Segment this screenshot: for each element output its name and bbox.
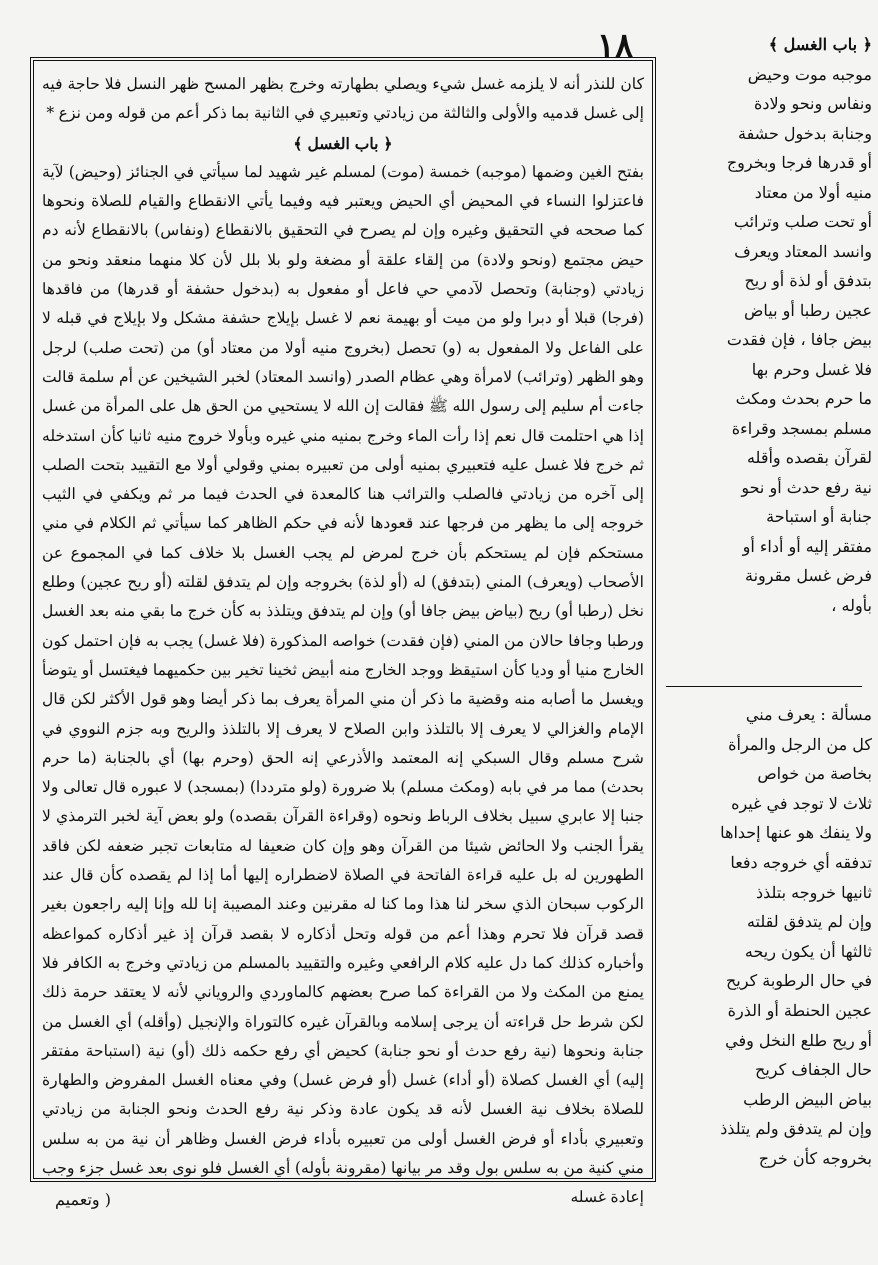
margin-note-line: بخروجه كأن خرج xyxy=(758,1148,872,1168)
margin-divider xyxy=(666,686,862,687)
margin-line: أو قدرها فرجا وبخروج xyxy=(726,153,872,172)
margin-line: بأوله ، xyxy=(831,595,872,615)
margin-matn-text xyxy=(666,30,872,620)
margin-line: بيض جافا ، فإن فقدت xyxy=(726,330,872,349)
main-paragraph-body: بفتح الغين وضمها (موجبه) خمسة (موت) لمسلم غير شهيد لما سيأتي في الجنائز (وحيض) لآية فاعتزلوا النساء في المحيض أي الحيض ويعتبر فيه وفيما يأتي الانقطاع والقيام للصلاة ونحوها كما صححه في التحقيق وغيره وإن لم يصرح في التحقيق بالانقطاع (ونفاس) بالانقطاع لأنه دم حيض مجتمع (ونحو ولادة) من إلقاء علقة أو مضغة ولو بلا بلل لأن كلا منهما منعقد ونحو من زيادتي (وجنابة) وتحصل لآدمي حي فاعل أو مفعول به (بدخول حشفة أو قدرها) من فاقدها (فرجا) قبلا أو دبرا ولو من ميت أو بهيمة نعم لا غسل بإيلاج حشفة مشكل ولا بإيلاج في قبله لا على الفاعل ولا المفعول به (و) تحصل (بخروج منيه أولا من معتاد أو) من (تحت صلب) لرجل وهو الظهر (وترائب) لامرأة وهي عظام الصدر (وانسد المعتاد) لخبر الشيخين عن أم سلمة قالت جاءت أم سليم إلى رسول الله ﷺ فقالت إن الله لا يستحيي من الحق هل على المرأة من غسل إذا هي احتلمت قال نعم إذا رأت الماء وخرج بمنيه مني غيره وبأولا خروج منيه ثانيا كأن استدخله ثم خرج فلا غسل عليه فتعبيري بمنيه أولى من تعبيره بمني وقولي أولا مع التقييد بتحت الصلب إلى آخره من زيادتي فالصلب والترائب هنا كالمعدة في الحدث فيما مر ثم ويكفي في الثيب خروجه إلى ما يظهر من فرجها عند قعودها لأنه في حكم الظاهر كما سيأتي ثم الكلام في مني مستحكم فإن لم يستحكم بأن خرج لمرض لم يجب الغسل بلا خلاف كما في المجموع عن الأصحاب (ويعرف) المني (بتدفق) له (أو لذة) بخروجه وإن لم يتدفق لقلته (أو ريح عجين) وطلع نخل (رطبا أو) ريح (بياض بيض جافا أو) وإن لم يتدفق ويتلذذ به كأن خرج ما بقي منه بعد الغسل ورطبا وجافا حالان من المني (فإن فقدت) خواصه المذكورة (فلا غسل) يجب به فإن احتمل كون الخارج منيا أو وديا كأن استيقظ ووجد الخارج منه أبيض ثخينا تخير بين حكميهما فيغتسل أو يتوضأ ويغسل ما أصابه منه وقضية ما ذكر أن مني المرأة يعرف بما ذكر أيضا وهو قول الأكثر لكن قال الإمام والغزالي لا يعرف إلا بالتلذذ وابن الصلاح لا يعرف إلا بالتلذذ والريح وبه جزم النووي في شرح مسلم وقال السبكي إنه المعتمد والأذرعي إنه الحق (وحرم بها) أي بالجنابة (ما حرم بحدث) مما مر في بابه (ومكث مسلم) بلا ضرورة (ولو مترددا) (بمسجد) لا عبوره قال تعالى ولا جنبا إلا عابري سبيل بخلاف الرباط ونحوه (وقراءة القرآن بقصده) ولو بعض آية لخبر الترمذي لا يقرأ الجنب ولا الحائض شيئا من القرآن وهو وإن كان ضعيفا له متابعات تجبر ضعفه لكن فاقد الطهورين له بل عليه قراءة الفاتحة في الصلاة لاضطراره إليها أما إذا لم يقصده كأن قال عند الركوب سبحان الذي سخر لنا هذا وما كنا له مقرنين وعند المصيبة إنا لله وإنا إليه راجعون بغير قصد قرآن فلا تحرم وهذا أعم من قوله وتحل أذكاره لا بقصد قرآن إذ غير أذكاره كمواعظه وأخباره كذلك كما دل عليه كلام الرافعي وغيره والتقييد بالمسلم من زيادتي وخرج به الكافر فلا يمنع من المكث ولا من القراءة كما صرح بعضهم كالماوردي والروياني لأنه لا يعتقد حرمة ذلك لكن شرط حل قراءته أن يرجى إسلامه وبالقرآن غيره كالتوراة والإنجيل (وأقله) أي الغسل من جنابة ونحوها (نية رفع حدث أو نحو جنابة) كحيض أي رفع حكمه ذلك (أو) نية (استباحة مفتقر إليه) أي الغسل كصلاة (أو أداء) غسل (أو فرض غسل) وفي معناه الغسل المفروض والطهارة للصلاة بخلاف نية الغسل لأنه قد يكون عادة وذكر نية رفع الحدث ونحو الجنابة من زيادتي وتعبيري بأداء أو فرض الغسل أولى من تعبيره بأداء فرض الغسل وظاهر أن نية من به سلس مني كنية من به سلس بول وقد مر بيانها (مقرونة بأوله) أي الغسل فلو نوى بعد غسل جزء وجب إعادة غسله xyxy=(42,162,644,1207)
margin-note-line: عجين الحنطة أو الذرة xyxy=(727,1000,872,1020)
margin-note-line: تدفقه أي خروجه دفعا xyxy=(730,852,872,872)
margin-note-line: ثانيها خروجه بتلذذ xyxy=(755,882,872,902)
margin-heading: ﴿ باب الغسل ﴾ xyxy=(768,35,872,54)
margin-line: ونفاس ونحو ولادة xyxy=(754,94,872,113)
main-paragraph-intro: كان للنذر أنه لا يلزمه غسل شيء ويصلي بطهارته وخرج بظهر المسح ظهر النسل فلا حاجة فيه إلى غسل قدميه والأولى والثالثة من زيادتي وتعبيري في الثانية بما ذكر أعم من قوله ومن نزع * xyxy=(42,75,644,123)
margin-line: فلا غسل وحرم بها xyxy=(751,359,872,379)
margin-line: أو تحت صلب وترائب xyxy=(733,212,872,231)
margin-line: نية رفع حدث أو نحو xyxy=(741,477,872,497)
margin-line: منيه أولا من معتاد xyxy=(754,182,872,202)
margin-note-line: في حال الرطوبة كريح xyxy=(725,971,872,991)
margin-note-line: كل من الرجل والمرأة xyxy=(728,734,872,754)
margin-note-line: بخاصة من خواص xyxy=(757,764,872,784)
margin-note xyxy=(666,700,872,1174)
margin-line: بتدفق أو لذة أو ريح xyxy=(744,271,872,290)
page-number: ١٨ xyxy=(596,26,634,66)
margin-note-line: مسألة : يعرف مني xyxy=(745,705,872,724)
margin-note-line: بياض البيض الرطب xyxy=(743,1089,872,1109)
margin-note-line: ولا ينفك هو عنها إحداها xyxy=(720,823,872,843)
margin-note-line: أو ريح طلع النخل وفي xyxy=(725,1030,872,1050)
margin-line: مفتقر إليه أو أداء أو xyxy=(742,536,872,556)
margin-note-line: ثلاث لا توجد في غيره xyxy=(731,793,872,813)
catchword: ( وتعميم xyxy=(55,1190,111,1209)
margin-note-line: حال الجفاف كريح xyxy=(755,1060,872,1080)
margin-note-line: وإن لم يتدفق ولم يتلذذ xyxy=(720,1119,872,1139)
margin-line: وانسد المعتاد ويعرف xyxy=(734,241,872,261)
margin-line: فرض غسل مقرونة xyxy=(745,566,872,585)
margin-line: جنابة أو استباحة xyxy=(766,507,872,526)
margin-note-line: وإن لم يتدفق لقلته xyxy=(746,912,872,932)
chapter-heading: ﴿ باب الغسل ﴾ xyxy=(293,133,393,153)
margin-line: عجين رطبا أو بياض xyxy=(744,300,872,320)
margin-line: لقرآن بقصده وأقله xyxy=(746,448,872,467)
margin-line: ما حرم بحدث ومكث xyxy=(735,389,872,408)
margin-line: موجبه موت وحيض xyxy=(747,64,872,84)
margin-line: وجنابة بدخول حشفة xyxy=(738,123,872,143)
margin-line: مسلم بمسجد وقراءة xyxy=(731,418,872,438)
margin-note-line: ثالثها أن يكون ريحه xyxy=(744,941,872,961)
